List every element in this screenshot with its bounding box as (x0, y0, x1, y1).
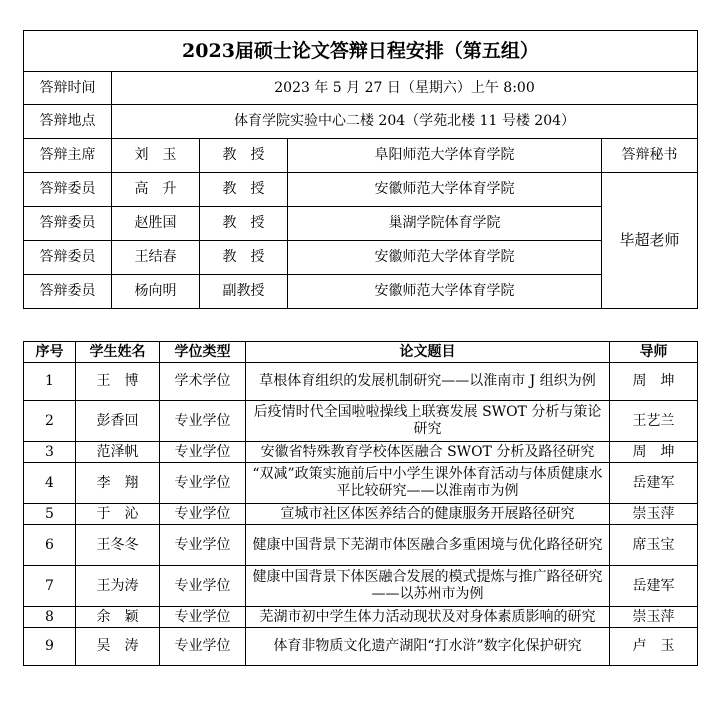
row-topic: “双减”政策实施前后中小学生课外体育活动与体质健康水平比较研究——以淮南市为例 (246, 463, 610, 504)
header-advisor: 导师 (610, 342, 698, 363)
row-degree: 专业学位 (160, 504, 246, 525)
place-label: 答辩地点 (24, 105, 112, 139)
header-topic: 论文题目 (246, 342, 610, 363)
secretary-label: 答辩秘书 (602, 139, 698, 173)
committee-role: 答辩委员 (24, 207, 112, 241)
row-advisor: 岳建军 (610, 566, 698, 607)
table-row (24, 401, 698, 442)
row-advisor: 卢 玉 (610, 628, 698, 666)
table-row (24, 463, 698, 504)
defense-schedule-table (23, 341, 698, 666)
time-label: 答辩时间 (24, 72, 112, 105)
secretary-value: 毕超老师 (602, 173, 698, 309)
row-student: 吴 涛 (76, 628, 160, 666)
row-topic: 健康中国背景下芜湖市体医融合多重困境与优化路径研究 (246, 525, 610, 566)
header-no: 序号 (24, 342, 76, 363)
row-degree: 专业学位 (160, 566, 246, 607)
committee-name: 赵胜国 (112, 207, 200, 241)
committee-rank: 副教授 (200, 275, 288, 309)
place-value: 体育学院实验中心二楼 204（学苑北楼 11 号楼 204） (112, 105, 698, 139)
row-student: 范泽帆 (76, 442, 160, 463)
committee-info-table (23, 30, 698, 309)
row-degree: 专业学位 (160, 401, 246, 442)
committee-row (24, 275, 698, 309)
row-no: 2 (24, 401, 76, 442)
committee-rank: 教 授 (200, 139, 288, 173)
row-advisor: 崇玉萍 (610, 607, 698, 628)
header-student: 学生姓名 (76, 342, 160, 363)
row-no: 3 (24, 442, 76, 463)
row-degree: 专业学位 (160, 628, 246, 666)
table-row (24, 525, 698, 566)
row-topic: 健康中国背景下体医融合发展的模式提炼与推广路径研究——以苏州市为例 (246, 566, 610, 607)
row-advisor: 周 坤 (610, 442, 698, 463)
row-student: 王为涛 (76, 566, 160, 607)
row-no: 1 (24, 363, 76, 401)
row-degree: 专业学位 (160, 442, 246, 463)
row-student: 于 沁 (76, 504, 160, 525)
table-row (24, 442, 698, 463)
time-value: 2023 年 5 月 27 日（星期六）上午 8:00 (112, 72, 698, 105)
committee-org: 安徽师范大学体育学院 (288, 275, 602, 309)
table-row (24, 628, 698, 666)
committee-role: 答辩委员 (24, 173, 112, 207)
row-no: 8 (24, 607, 76, 628)
row-no: 9 (24, 628, 76, 666)
row-student: 彭香回 (76, 401, 160, 442)
row-advisor: 崇玉萍 (610, 504, 698, 525)
schedule-header-row (24, 342, 698, 363)
committee-row (24, 207, 698, 241)
table-row (24, 504, 698, 525)
row-topic: 芜湖市初中学生体力活动现状及对身体素质影响的研究 (246, 607, 610, 628)
committee-row (24, 241, 698, 275)
table-row (24, 607, 698, 628)
row-topic: 安徽省特殊教育学校体医融合 SWOT 分析及路径研究 (246, 442, 610, 463)
committee-rank: 教 授 (200, 173, 288, 207)
row-no: 4 (24, 463, 76, 504)
row-degree: 学术学位 (160, 363, 246, 401)
row-student: 王冬冬 (76, 525, 160, 566)
row-no: 5 (24, 504, 76, 525)
table-row (24, 363, 698, 401)
page-title: 2023届硕士论文答辩日程安排（第五组） (24, 31, 698, 72)
committee-name: 刘 玉 (112, 139, 200, 173)
row-degree: 专业学位 (160, 525, 246, 566)
committee-name: 杨向明 (112, 275, 200, 309)
row-no: 6 (24, 525, 76, 566)
committee-role: 答辩委员 (24, 275, 112, 309)
table-row (24, 566, 698, 607)
row-advisor: 周 坤 (610, 363, 698, 401)
committee-rank: 教 授 (200, 241, 288, 275)
row-student: 余 颖 (76, 607, 160, 628)
row-student: 李 翔 (76, 463, 160, 504)
committee-row (24, 139, 698, 173)
row-topic: 体育非物质文化遗产湖阳“打水浒”数字化保护研究 (246, 628, 610, 666)
committee-rank: 教 授 (200, 207, 288, 241)
committee-row (24, 173, 698, 207)
row-advisor: 王艺兰 (610, 401, 698, 442)
committee-role: 答辩委员 (24, 241, 112, 275)
committee-org: 安徽师范大学体育学院 (288, 241, 602, 275)
row-no: 7 (24, 566, 76, 607)
row-topic: 草根体育组织的发展机制研究——以淮南市 J 组织为例 (246, 363, 610, 401)
committee-name: 王结春 (112, 241, 200, 275)
row-topic: 后疫情时代全国啦啦操线上联赛发展 SWOT 分析与策论研究 (246, 401, 610, 442)
row-advisor: 席玉宝 (610, 525, 698, 566)
row-student: 王 博 (76, 363, 160, 401)
row-advisor: 岳建军 (610, 463, 698, 504)
row-degree: 专业学位 (160, 463, 246, 504)
header-degree: 学位类型 (160, 342, 246, 363)
committee-role: 答辩主席 (24, 139, 112, 173)
committee-org: 巢湖学院体育学院 (288, 207, 602, 241)
row-topic: 宣城市社区体医养结合的健康服务开展路径研究 (246, 504, 610, 525)
committee-org: 阜阳师范大学体育学院 (288, 139, 602, 173)
committee-org: 安徽师范大学体育学院 (288, 173, 602, 207)
committee-name: 高 升 (112, 173, 200, 207)
row-degree: 专业学位 (160, 607, 246, 628)
